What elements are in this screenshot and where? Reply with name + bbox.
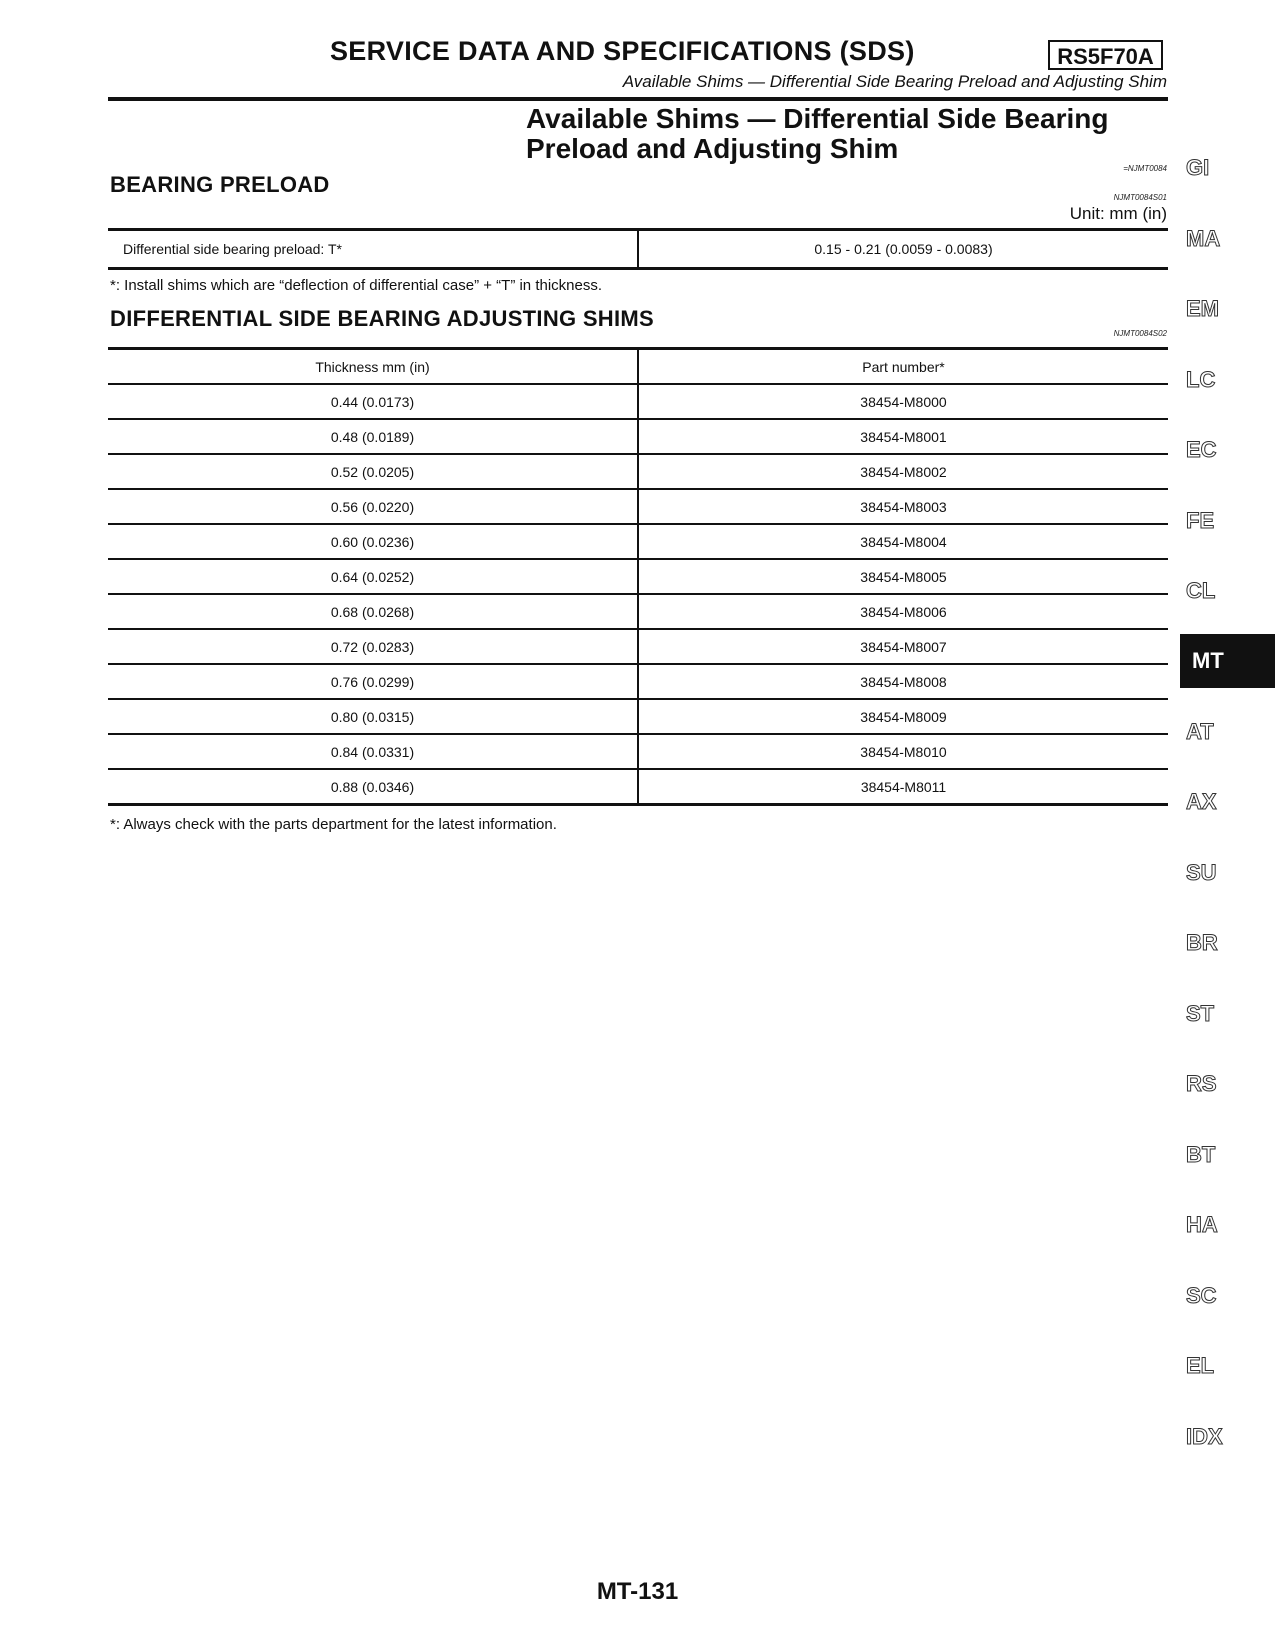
section-tab-ax[interactable]: AX bbox=[1186, 789, 1217, 814]
section-title bbox=[526, 104, 1108, 164]
table-row bbox=[108, 559, 1168, 594]
thickness-cell: 0.60 (0.0236) bbox=[108, 524, 638, 559]
bearing-preload-table bbox=[108, 228, 1168, 270]
section-ref: =NJMT0084 bbox=[1123, 164, 1167, 173]
section-tab-lc[interactable]: LC bbox=[1186, 366, 1216, 392]
part-number-cell: 38454-M8011 bbox=[638, 769, 1168, 805]
page-header-subtitle: Available Shims — Differential Side Bearing Preload and Adjusting Shim bbox=[622, 72, 1167, 91]
thickness-cell: 0.80 (0.0315) bbox=[108, 699, 638, 734]
section-title-line2: Preload and Adjusting Shim bbox=[526, 133, 899, 164]
page-number: MT-131 bbox=[596, 1578, 679, 1605]
thickness-cell: 0.64 (0.0252) bbox=[108, 559, 638, 594]
bearing-preload-heading: BEARING PRELOAD bbox=[110, 172, 330, 197]
section-tab-mt[interactable]: MT bbox=[1180, 634, 1275, 688]
preload-value-cell: 0.15 - 0.21 (0.0059 - 0.0083) bbox=[814, 241, 993, 257]
section-tab-fe[interactable]: FE bbox=[1186, 507, 1215, 533]
thickness-cell: 0.56 (0.0220) bbox=[108, 489, 638, 524]
thickness-cell: 0.68 (0.0268) bbox=[108, 594, 638, 629]
table-row bbox=[108, 384, 1168, 419]
section-tab-index bbox=[1180, 148, 1275, 1487]
thickness-cell: 0.76 (0.0299) bbox=[108, 664, 638, 699]
section-tab-el[interactable]: EL bbox=[1186, 1353, 1215, 1378]
table-row bbox=[108, 734, 1168, 769]
adjusting-shims-table bbox=[108, 347, 1168, 806]
page-header-title: SERVICE DATA AND SPECIFICATIONS (SDS) bbox=[330, 36, 915, 66]
part-number-cell: 38454-M8004 bbox=[638, 524, 1168, 559]
part-number-cell: 38454-M8000 bbox=[638, 384, 1168, 419]
table-row bbox=[108, 230, 1168, 269]
part-number-cell: 38454-M8010 bbox=[638, 734, 1168, 769]
section-tab-cl[interactable]: CL bbox=[1186, 578, 1216, 603]
table-row bbox=[108, 769, 1168, 805]
thickness-cell: 0.84 (0.0331) bbox=[108, 734, 638, 769]
part-number-cell: 38454-M8003 bbox=[638, 489, 1168, 524]
model-code-box: RS5F70A bbox=[1048, 40, 1163, 70]
column-header-thickness: Thickness mm (in) bbox=[108, 349, 638, 385]
section-tab-br[interactable]: BR bbox=[1186, 930, 1218, 955]
part-number-cell: 38454-M8008 bbox=[638, 664, 1168, 699]
table-row bbox=[108, 699, 1168, 734]
header-rule bbox=[108, 97, 1168, 101]
adjusting-shims-heading: DIFFERENTIAL SIDE BEARING ADJUSTING SHIMS bbox=[110, 306, 655, 331]
bearing-preload-ref: NJMT0084S01 bbox=[1113, 193, 1167, 202]
section-tab-su[interactable]: SU bbox=[1186, 859, 1217, 885]
section-tab-ec[interactable]: EC bbox=[1186, 437, 1217, 462]
part-number-cell: 38454-M8005 bbox=[638, 559, 1168, 594]
table-row bbox=[108, 594, 1168, 629]
section-tab-ma[interactable]: MA bbox=[1186, 225, 1221, 251]
adjusting-shims-note: *: Always check with the parts department for the latest information. bbox=[110, 816, 557, 833]
part-number-cell: 38454-M8001 bbox=[638, 419, 1168, 454]
part-number-cell: 38454-M8002 bbox=[638, 454, 1168, 489]
thickness-cell: 0.72 (0.0283) bbox=[108, 629, 638, 664]
unit-label: Unit: mm (in) bbox=[1069, 204, 1167, 223]
part-number-cell: 38454-M8009 bbox=[638, 699, 1168, 734]
section-tab-gi[interactable]: GI bbox=[1186, 155, 1210, 180]
section-tab-bt[interactable]: BT bbox=[1186, 1141, 1216, 1167]
thickness-cell: 0.44 (0.0173) bbox=[108, 384, 638, 419]
section-title-line1: Available Shims — Differential Side Bearing bbox=[526, 103, 1109, 134]
section-tab-ha[interactable]: HA bbox=[1186, 1212, 1218, 1237]
table-row bbox=[108, 524, 1168, 559]
thickness-cell: 0.48 (0.0189) bbox=[108, 419, 638, 454]
section-tab-idx[interactable]: IDX bbox=[1186, 1423, 1223, 1449]
table-row bbox=[108, 419, 1168, 454]
section-tab-at[interactable]: AT bbox=[1186, 718, 1214, 744]
part-number-cell: 38454-M8007 bbox=[638, 629, 1168, 664]
adjusting-shims-ref: NJMT0084S02 bbox=[1113, 329, 1167, 338]
column-header-part-number: Part number* bbox=[638, 349, 1168, 385]
part-number-cell: 38454-M8006 bbox=[638, 594, 1168, 629]
table-row bbox=[108, 489, 1168, 524]
preload-label-cell: Differential side bearing preload: T* bbox=[108, 230, 638, 269]
table-row bbox=[108, 629, 1168, 664]
table-row bbox=[108, 664, 1168, 699]
section-tab-rs[interactable]: RS bbox=[1186, 1071, 1217, 1096]
bearing-preload-note: *: Install shims which are “deflection of differential case” + “T” in thickness. bbox=[110, 277, 603, 294]
thickness-cell: 0.88 (0.0346) bbox=[108, 769, 638, 805]
section-tab-sc[interactable]: SC bbox=[1186, 1282, 1217, 1308]
section-tab-st[interactable]: ST bbox=[1186, 1000, 1215, 1026]
section-tab-em[interactable]: EM bbox=[1186, 296, 1219, 321]
table-row bbox=[108, 454, 1168, 489]
thickness-cell: 0.52 (0.0205) bbox=[108, 454, 638, 489]
table-header-row bbox=[108, 349, 1168, 385]
